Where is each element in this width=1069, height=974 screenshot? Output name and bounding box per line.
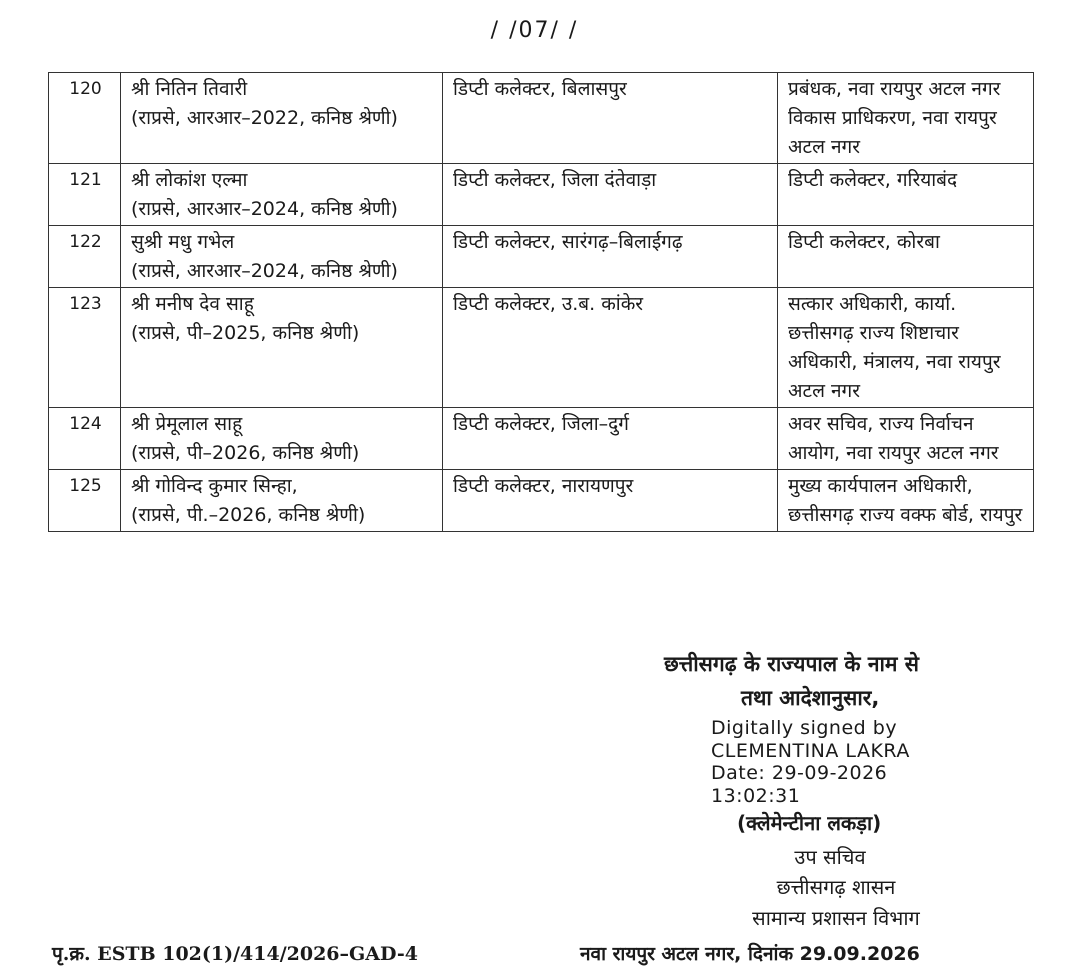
officer-service: (राप्रसे, पी–2026, कनिष्ठ श्रेणी) [131, 442, 360, 464]
officer-cell [121, 164, 443, 226]
digital-signature-block [711, 717, 910, 807]
serial-number: 123 [49, 288, 121, 408]
officer-service: (राप्रसे, पी–2025, कनिष्ठ श्रेणी) [131, 322, 360, 344]
new-post: मुख्य कार्यपालन अधिकारी, छत्तीसगढ़ राज्य वक्फ बोर्ड, रायपुर [778, 470, 1034, 532]
officer-name: श्री मनीष देव साहू [131, 293, 254, 315]
new-post: सत्कार अधिकारी, कार्या. छत्तीसगढ़ राज्य शिष्टाचार अधिकारी, मंत्रालय, नवा रायपुर अटल नगर [778, 288, 1034, 408]
serial-number: 120 [49, 73, 121, 164]
officer-cell [121, 73, 443, 164]
current-post: डिप्टी कलेक्टर, बिलासपुर [443, 73, 778, 164]
table-row [49, 164, 1034, 226]
table-row [49, 73, 1034, 164]
serial-number: 122 [49, 226, 121, 288]
place-and-date: नवा रायपुर अटल नगर, दिनांक 29.09.2026 [580, 943, 920, 965]
officer-name: श्री गोविन्द कुमार सिन्हा, [131, 475, 298, 497]
table-row [49, 288, 1034, 408]
new-post: डिप्टी कलेक्टर, गरियाबंद [778, 164, 1034, 226]
digital-signature-date: Date: 29-09-2026 [711, 762, 888, 784]
officer-cell [121, 408, 443, 470]
officer-service: (राप्रसे, आरआर–2024, कनिष्ठ श्रेणी) [131, 198, 398, 220]
officer-name: सुश्री मधु गभेल [131, 231, 235, 253]
officer-cell [121, 226, 443, 288]
signatory-name: (क्लेमेन्टीना लकड़ा) [737, 811, 882, 835]
officer-name: श्री प्रेमूलाल साहू [131, 413, 243, 435]
table-row [49, 470, 1034, 532]
serial-number: 125 [49, 470, 121, 532]
digital-signature-time: 13:02:31 [711, 784, 801, 807]
table-row [49, 226, 1034, 288]
officer-service: (राप्रसे, आरआर–2022, कनिष्ठ श्रेणी) [131, 107, 398, 129]
governor-line-1: छत्तीसगढ़ के राज्यपाल के नाम से [664, 652, 919, 676]
digital-signature-line: Digitally signed by [711, 717, 898, 739]
serial-number: 124 [49, 408, 121, 470]
officer-service: (राप्रसे, आरआर–2024, कनिष्ठ श्रेणी) [131, 260, 398, 282]
signatory-department: सामान्य प्रशासन विभाग [752, 906, 920, 930]
governor-line-2: तथा आदेशानुसार, [741, 686, 880, 710]
signatory-government: छत्तीसगढ़ शासन [776, 875, 896, 899]
serial-number: 121 [49, 164, 121, 226]
officer-name: श्री लोकांश एल्मा [131, 169, 248, 191]
current-post: डिप्टी कलेक्टर, सारंगढ़–बिलाईगढ़ [443, 226, 778, 288]
reference-number: पृ.क्र. ESTB 102(1)/414/2026–GAD-4 [52, 943, 418, 965]
transfer-table [48, 72, 1034, 532]
officer-name: श्री नितिन तिवारी [131, 78, 248, 100]
current-post: डिप्टी कलेक्टर, जिला दंतेवाड़ा [443, 164, 778, 226]
table-row [49, 408, 1034, 470]
page-number: / /07/ / [490, 18, 579, 43]
new-post: प्रबंधक, नवा रायपुर अटल नगर विकास प्राधिकरण, नवा रायपुर अटल नगर [778, 73, 1034, 164]
current-post: डिप्टी कलेक्टर, उ.ब. कांकेर [443, 288, 778, 408]
digital-signature-signer: CLEMENTINA LAKRA [711, 739, 910, 762]
current-post: डिप्टी कलेक्टर, जिला–दुर्ग [443, 408, 778, 470]
new-post: डिप्टी कलेक्टर, कोरबा [778, 226, 1034, 288]
officer-service: (राप्रसे, पी.–2026, कनिष्ठ श्रेणी) [131, 504, 366, 526]
new-post: अवर सचिव, राज्य निर्वाचन आयोग, नवा रायपुर अटल नगर [778, 408, 1034, 470]
signatory-designation: उप सचिव [794, 845, 866, 869]
officer-cell [121, 470, 443, 532]
officer-cell [121, 288, 443, 408]
current-post: डिप्टी कलेक्टर, नारायणपुर [443, 470, 778, 532]
